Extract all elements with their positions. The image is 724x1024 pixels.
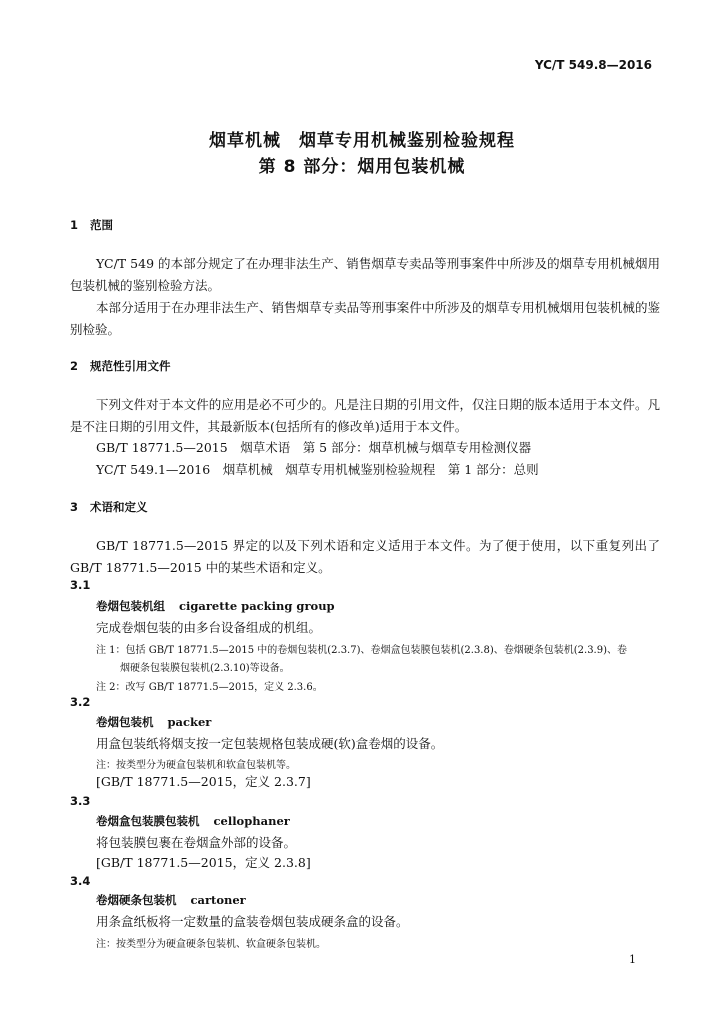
paragraph: 下列文件对于本文件的应用是必不可少的。凡是注日期的引用文件，仅注日期的版本适用于本文件。凡是不注日期的引用文件，其最新版本(包括所有的修改单)适用于本文件。 <box>70 397 660 434</box>
section-heading-scope <box>70 217 113 233</box>
term-source: [GB/T 18771.5—2015，定义 2.3.8] <box>96 855 311 870</box>
term-chinese: 卷烟盒包装膜包装机 <box>96 814 200 828</box>
page-number: 1 <box>629 953 636 966</box>
term-note: 注：按类型分为硬盒包装机和软盒包装机等。 <box>96 760 296 771</box>
reference-item: YC/T 549.1—2016 烟草机械 烟草专用机械鉴别检验规程 第 1 部分：总则 <box>96 462 539 477</box>
term-english: cigarette packing group <box>179 599 335 613</box>
term-note-continuation: 烟硬条包装膜包装机(2.3.10)等设备。 <box>120 663 290 674</box>
term-number: 3.3 <box>70 794 91 808</box>
term-heading <box>96 598 335 614</box>
term-definition: 将包装膜包裹在卷烟盒外部的设备。 <box>96 835 297 850</box>
paragraph: GB/T 18771.5—2015 界定的以及下列术语和定义适用于本文件。为了便于使用，以下重复列出了GB/T 18771.5—2015 中的某些术语和定义。 <box>70 538 660 575</box>
section-title: 规范性引用文件 <box>90 359 171 373</box>
term-number: 3.4 <box>70 874 91 888</box>
term-heading <box>96 813 290 829</box>
document-title-line1: 烟草机械 烟草专用机械鉴别检验规程 <box>209 131 515 151</box>
paragraph: YC/T 549 的本部分规定了在办理非法生产、销售烟草专卖品等刑事案件中所涉及的烟草专用机械烟用包装机械的鉴别检验方法。 <box>70 256 660 293</box>
term-english: cellophaner <box>213 814 290 828</box>
term-chinese: 卷烟包装机 <box>96 715 154 729</box>
section-title: 范围 <box>90 218 113 232</box>
section-heading-normative-references <box>70 358 171 374</box>
section-heading-terms <box>70 499 148 515</box>
term-chinese: 卷烟硬条包装机 <box>96 893 177 907</box>
term-english: cartoner <box>190 893 246 907</box>
term-source: [GB/T 18771.5—2015，定义 2.3.7] <box>96 774 311 789</box>
term-chinese: 卷烟包装机组 <box>96 599 165 613</box>
reference-item: GB/T 18771.5—2015 烟草术语 第 5 部分：烟草机械与烟草专用检测仪器 <box>96 440 532 455</box>
section-number: 2 <box>70 359 79 373</box>
term-definition: 用条盒纸板将一定数量的盒装卷烟包装成硬条盒的设备。 <box>96 914 409 929</box>
term-note: 注 2：改写 GB/T 18771.5—2015，定义 2.3.6。 <box>96 682 323 693</box>
standard-code: YC/T 549.8—2016 <box>534 58 652 72</box>
document-title-line2: 第 8 部分：烟用包装机械 <box>258 157 466 177</box>
term-definition: 完成卷烟包装的由多台设备组成的机组。 <box>96 620 322 635</box>
term-number: 3.1 <box>70 578 91 592</box>
paragraph: 本部分适用于在办理非法生产、销售烟草专卖品等刑事案件中所涉及的烟草专用机械烟用包装机械的鉴别检验。 <box>70 300 660 337</box>
term-heading <box>96 892 246 908</box>
term-heading <box>96 714 211 730</box>
section-number: 3 <box>70 500 79 514</box>
term-definition: 用盒包装纸将烟支按一定包装规格包装成硬(软)盒卷烟的设备。 <box>96 736 444 751</box>
term-english: packer <box>167 715 212 729</box>
section-title: 术语和定义 <box>90 500 148 514</box>
term-note: 注 1：包括 GB/T 18771.5—2015 中的卷烟包装机(2.3.7)、卷烟盒包装膜包装机(2.3.8)、卷烟硬条包装机(2.3.9)、卷 <box>96 645 627 656</box>
term-note: 注：按类型分为硬盒硬条包装机、软盒硬条包装机。 <box>96 939 326 950</box>
term-number: 3.2 <box>70 695 91 709</box>
section-number: 1 <box>70 218 79 232</box>
